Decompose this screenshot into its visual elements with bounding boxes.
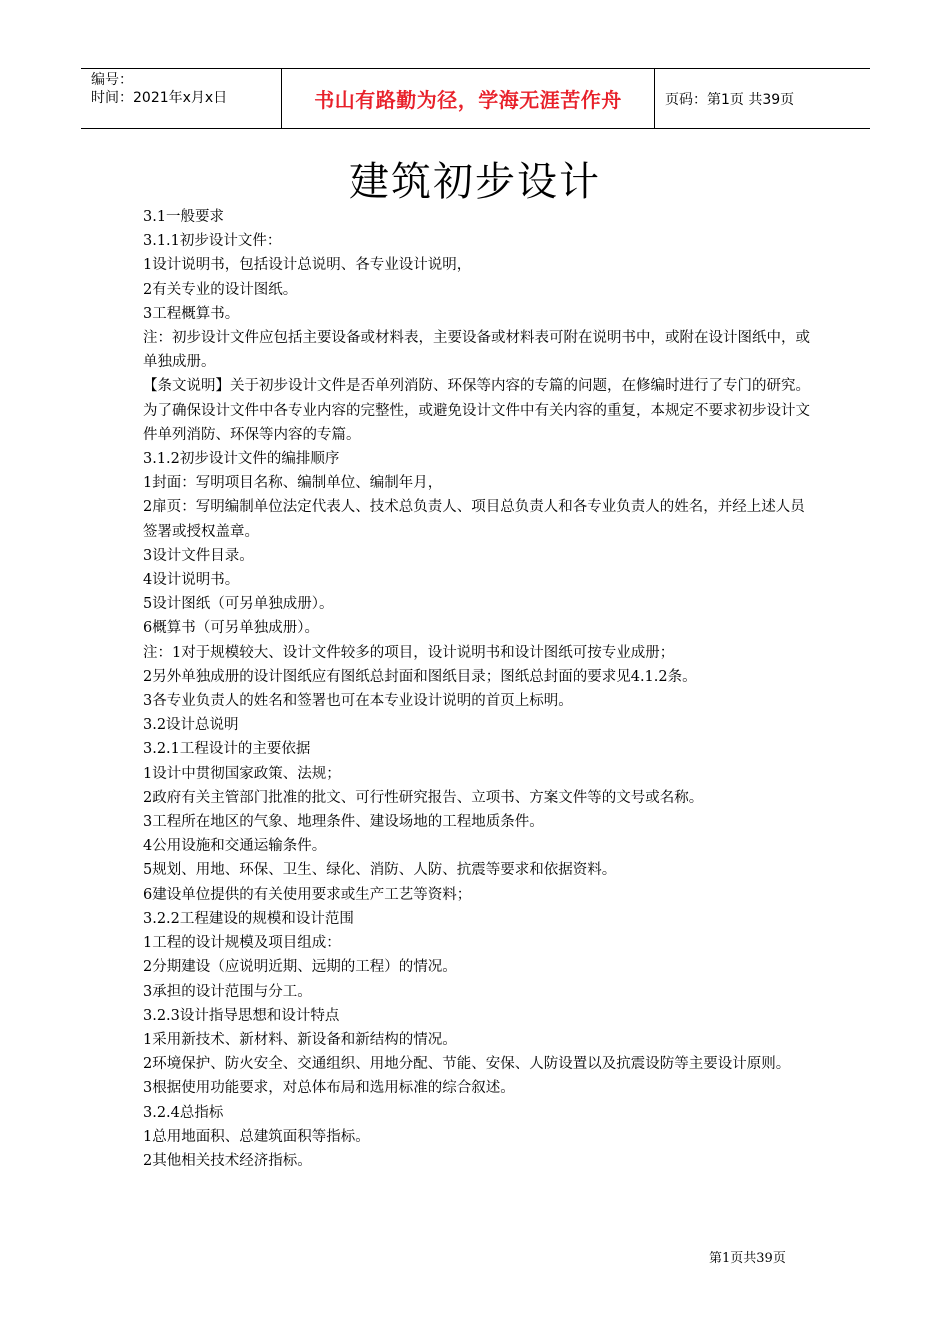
page-header: [81, 68, 870, 129]
body-paragraph: 1设计中贯彻国家政策、法规；: [143, 765, 341, 782]
body-paragraph: 1总用地面积、总建筑面积等指标。: [143, 1128, 370, 1145]
body-paragraph: 2环境保护、防火安全、交通组织、用地分配、节能、安保、人防设置以及抗震设防等主要设计原则。: [143, 1056, 791, 1073]
header-motto: 书山有路勤为径，学海无涯苦作舟: [282, 69, 655, 128]
header-page-label: 页码：第1页 共39页: [665, 91, 795, 108]
body-paragraph: 3工程概算书。: [143, 305, 240, 322]
body-paragraph: 4公用设施和交通运输条件。: [143, 838, 327, 855]
body-paragraph: 3设计文件目录。: [143, 547, 254, 564]
body-paragraph: 3.1一般要求: [143, 209, 225, 225]
body-paragraph: 1封面：写明项目名称、编制单位、编制年月，: [143, 475, 443, 492]
body-paragraph: 6建设单位提供的有关使用要求或生产工艺等资料；: [143, 886, 472, 903]
body-paragraph: 3.1.2初步设计文件的编排顺序: [143, 451, 340, 468]
body-paragraph: 3.2.3设计指导思想和设计特点: [143, 1007, 340, 1024]
body-paragraph: 5规划、用地、环保、卫生、绿化、消防、人防、抗震等要求和依据资料。: [143, 862, 617, 879]
body-paragraph: 注：1对于规模较大、设计文件较多的项目，设计说明书和设计图纸可按专业成册；: [143, 644, 675, 661]
body-paragraph: 3.2.1工程设计的主要依据: [143, 741, 311, 758]
body-paragraph: 3工程所在地区的气象、地理条件、建设场地的工程地质条件。: [143, 814, 544, 831]
body-paragraph: 3.1.1初步设计文件：: [143, 233, 282, 250]
body-paragraph: 3承担的设计范围与分工。: [143, 983, 312, 1000]
body-paragraph: 2扉页：写明编制单位法定代表人、技术总负责人、项目总负责人和各专业负责人的姓名，并经上述人员签署或授权盖章。: [143, 499, 805, 540]
body-paragraph: 5设计图纸（可另单独成册）。: [143, 596, 334, 613]
body-paragraph: 3.2.2工程建设的规模和设计范围: [143, 910, 354, 927]
code-label: 编号：: [91, 72, 133, 88]
body-paragraph: 4设计说明书。: [143, 572, 240, 589]
date-label: 时间：2021年x月x日: [91, 90, 228, 106]
body-paragraph: 2其他相关技术经济指标。: [143, 1152, 312, 1169]
body-paragraph: 2分期建设（应说明近期、远期的工程）的情况。: [143, 959, 457, 976]
body-paragraph: 3.2设计总说明: [143, 717, 239, 734]
header-meta: [81, 69, 282, 128]
body-paragraph: 1工程的设计规模及项目组成：: [143, 935, 341, 952]
body-paragraph: 注：初步设计文件应包括主要设备或材料表，主要设备或材料表可附在说明书中，或附在设计图纸中，或单独成册。: [143, 330, 810, 371]
page-footer: 第1页共39页: [709, 1251, 786, 1266]
body-paragraph: 3各专业负责人的姓名和签署也可在本专业设计说明的首页上标明。: [143, 693, 573, 710]
body-paragraph: 3.2.4总指标: [143, 1104, 224, 1121]
body-paragraph: 3根据使用功能要求，对总体布局和选用标准的综合叙述。: [143, 1080, 515, 1097]
body-paragraph: 6概算书（可另单独成册）。: [143, 620, 319, 637]
body-paragraph: 【条文说明】关于初步设计文件是否单列消防、环保等内容的专篇的问题，在修编时进行了专门的研究。为了确保设计文件中各专业内容的完整性，或避免设计文件中有关内容的重复，本规定不要求初步设计文件单列消防、环保等内容的专篇。: [143, 378, 810, 443]
body-paragraph: 1设计说明书，包括设计总说明、各专业设计说明，: [143, 257, 472, 274]
body-paragraph: 2有关专业的设计图纸。: [143, 281, 298, 298]
document-body: [143, 205, 813, 1173]
body-paragraph: 1采用新技术、新材料、新设备和新结构的情况。: [143, 1031, 457, 1048]
document-title: 建筑初步设计: [349, 159, 601, 205]
body-paragraph: 2另外单独成册的设计图纸应有图纸总封面和图纸目录；图纸总封面的要求见4.1.2条。: [143, 668, 697, 685]
body-paragraph: 2政府有关主管部门批准的批文、可行性研究报告、立项书、方案文件等的文号或名称。: [143, 789, 704, 806]
